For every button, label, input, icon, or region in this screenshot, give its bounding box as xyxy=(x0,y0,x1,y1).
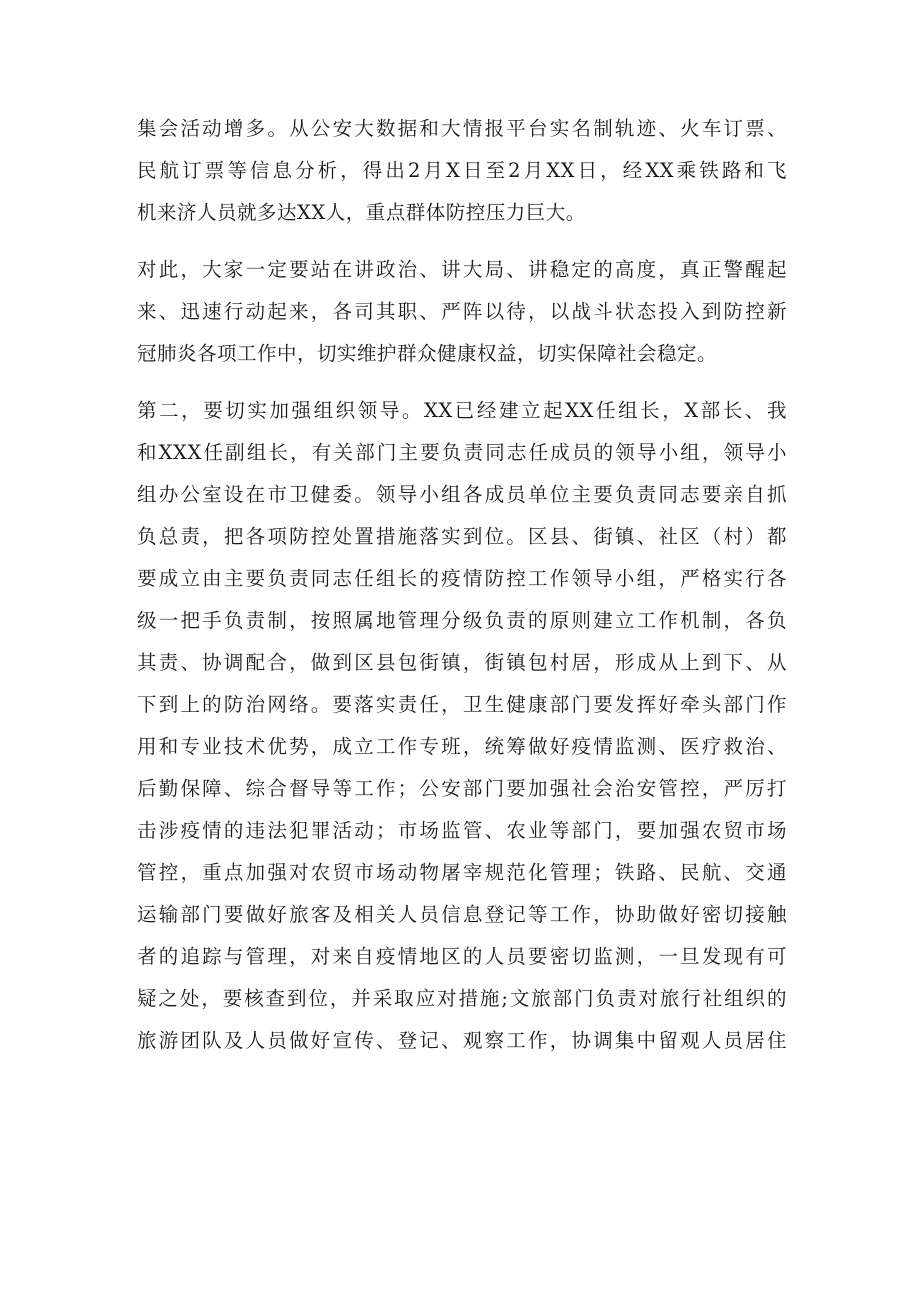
text-line: 第二，要切实加强组织领导。XX已经建立起XX任组长，X部长、我 xyxy=(137,399,787,422)
text-line: 运输部门要做好旅客及相关人员信息登记等工作，协助做好密切接触 xyxy=(137,903,787,926)
text-line: 来、迅速行动起来，各司其职、严阵以待，以战斗状态投入到防控新 xyxy=(137,300,787,323)
text-line: 和XXX任副组长，有关部门主要负责同志任成员的领导小组，领导小 xyxy=(137,441,787,464)
text-line: 负总责，把各项防控处置措施落实到位。区县、街镇、社区（村）都 xyxy=(137,525,787,548)
text-line: 后勤保障、综合督导等工作；公安部门要加强社会治安管控，严厉打 xyxy=(137,777,787,800)
text-line: 级一把手负责制，按照属地管理分级负责的原则建立工作机制，各负 xyxy=(137,609,787,632)
paragraph-2 xyxy=(137,249,787,375)
text-line: 机来济人员就多达XX人，重点群体防控压力巨大。 xyxy=(137,201,586,224)
text-line: 下到上的防治网络。要落实责任，卫生健康部门要发挥好牵头部门作 xyxy=(137,693,787,716)
text-line: 管控，重点加强对农贸市场动物屠宰规范化管理；铁路、民航、交通 xyxy=(137,861,787,884)
text-line: 旅游团队及人员做好宣传、登记、观察工作，协调集中留观人员居住 xyxy=(137,1029,787,1052)
text-line: 对此，大家一定要站在讲政治、讲大局、讲稳定的高度，真正警醒起 xyxy=(137,258,787,281)
document-body xyxy=(137,108,787,1077)
text-line: 者的追踪与管理，对来自疫情地区的人员要密切监测，一旦发现有可 xyxy=(137,945,787,968)
text-line: 冠肺炎各项工作中，切实维护群众健康权益，切实保障社会稳定。 xyxy=(137,342,718,365)
text-line: 民航订票等信息分析，得出2月X日至2月XX日，经XX乘铁路和飞 xyxy=(137,159,787,182)
text-line: 疑之处，要核查到位，并采取应对措施;文旅部门负责对旅行社组织的 xyxy=(137,987,787,1010)
text-line: 集会活动增多。从公安大数据和大情报平台实名制轨迹、火车订票、 xyxy=(137,117,787,140)
text-line: 用和专业技术优势，成立工作专班，统筹做好疫情监测、医疗救治、 xyxy=(137,735,787,758)
text-line: 其责、协调配合，做到区县包街镇，街镇包村居，形成从上到下、从 xyxy=(137,651,787,674)
text-line: 要成立由主要负责同志任组长的疫情防控工作领导小组，严格实行各 xyxy=(137,567,787,590)
paragraph-3 xyxy=(137,390,787,1062)
text-line: 组办公室设在市卫健委。领导小组各成员单位主要负责同志要亲自抓 xyxy=(137,483,787,506)
text-line: 击涉疫情的违法犯罪活动；市场监管、农业等部门，要加强农贸市场 xyxy=(137,819,787,842)
paragraph-1 xyxy=(137,108,787,234)
